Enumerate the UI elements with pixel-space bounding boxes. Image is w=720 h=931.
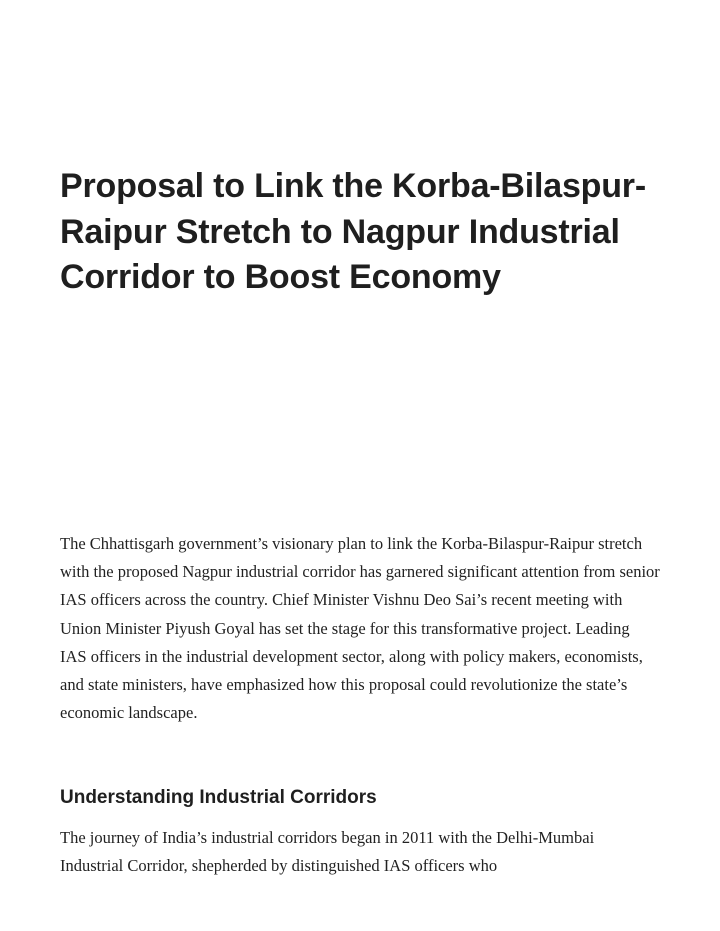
intro-paragraph: The Chhattisgarh government’s visionary plan to link the Korba-Bilaspur-Raipur stretch with the proposed Nagpur industrial corridor has garnered significant attention from senior IAS officers across the country. Chief Minister Vishnu Deo Sai’s recent meeting with Union Minister Piyush Goyal has set the stage for this transformative project. Leading IAS officers in the industrial development sector, along with policy makers, economists, and state ministers, have emphasized how this proposal could revolutionize the state’s economic landscape. — [60, 534, 660, 723]
section-heading: Understanding Industrial Corridors — [60, 787, 377, 808]
section-paragraph: The journey of India’s industrial corridors began in 2011 with the Delhi-Mumbai Industrial Corridor, shepherded by distinguished IAS officers who — [60, 828, 595, 876]
article-title: Proposal to Link the Korba-Bilaspur-Raipur Stretch to Nagpur Industrial Corridor to Boost Economy — [60, 167, 646, 296]
